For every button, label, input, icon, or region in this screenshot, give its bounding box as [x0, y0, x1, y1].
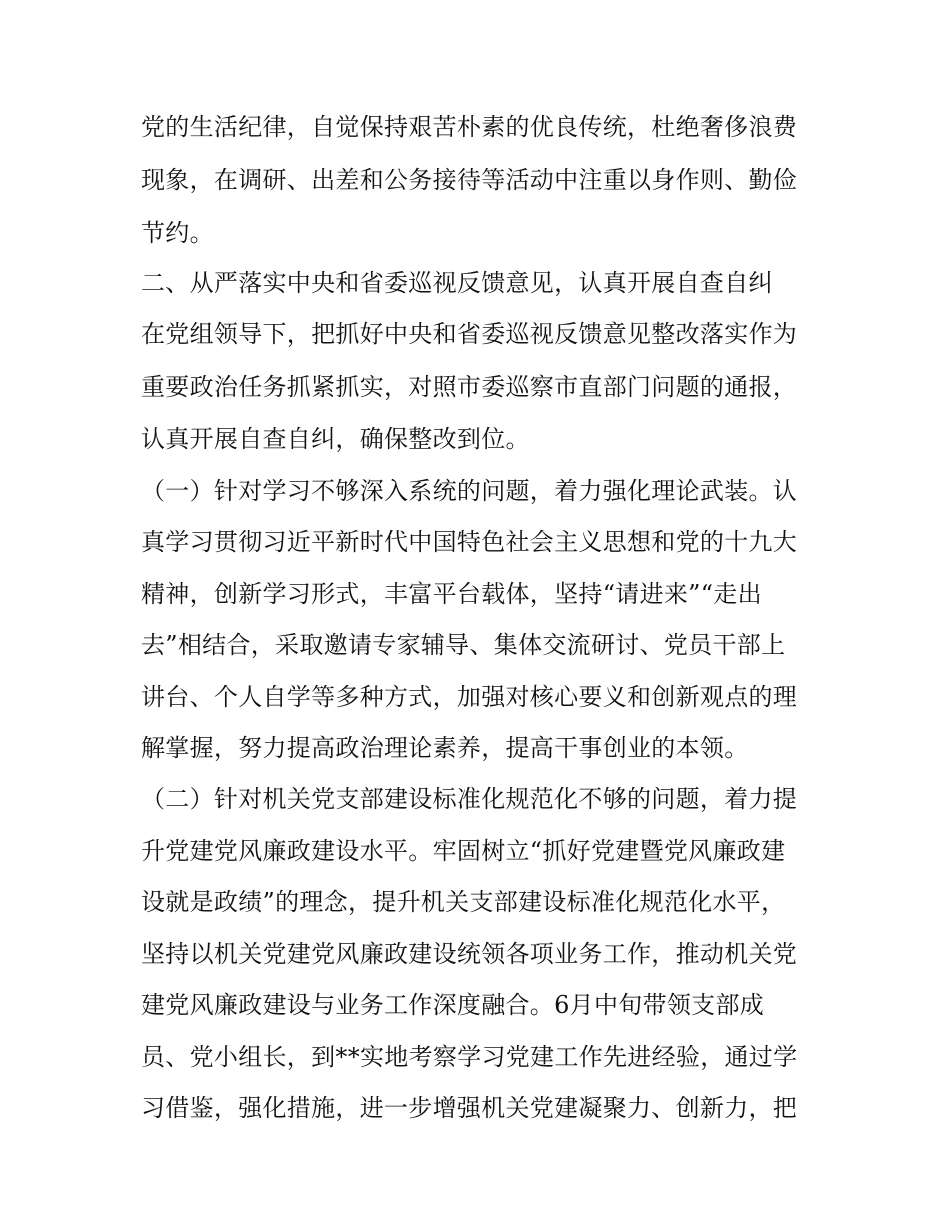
- text-line: （一）针对学习不够深入系统的问题，着力强化理论武装。认: [141, 477, 798, 505]
- text-line: 现象，在调研、出差和公务接待等活动中注重以身作则、勤俭: [141, 166, 798, 194]
- text-line: 习借鉴，强化措施，进一步增强机关党建凝聚力、创新力，把: [141, 1094, 798, 1122]
- section-heading: 二、从严落实中央和省委巡视反馈意见，认真开展自查自纠: [141, 269, 773, 297]
- text-line: 员、党小组长，到**实地考察学习党建工作先进经验，通过学: [141, 1043, 798, 1071]
- text-line: 建党风廉政建设与业务工作深度融合。6月中旬带领支部成: [141, 991, 765, 1019]
- text-line: 精神，创新学习形式，丰富平台载体，坚持“请进来”“走出: [141, 580, 762, 608]
- text-line: 解掌握，努力提高政治理论素养，提高干事创业的本领。: [141, 734, 749, 762]
- text-line: 升党建党风廉政建设水平。牢固树立“抓好党建暨党风廉政建: [141, 837, 786, 865]
- text-line: 在党组领导下，把抓好中央和省委巡视反馈意见整改落实作为: [141, 320, 798, 348]
- text-line: 重要政治任务抓紧抓实，对照市委巡察市直部门问题的通报，: [141, 373, 798, 401]
- text-line: 认真开展自查自纠，确保整改到位。: [141, 425, 530, 453]
- text-line: （二）针对机关党支部建设标准化规范化不够的问题，着力提: [141, 785, 798, 813]
- text-line: 设就是政绩”的理念，提升机关支部建设标准化规范化水平，: [141, 888, 786, 916]
- text-line: 讲台、个人自学等多种方式，加强对核心要义和创新观点的理: [141, 683, 798, 711]
- text-line: 党的生活纪律，自觉保持艰苦朴素的优良传统，杜绝奢侈浪费: [141, 113, 798, 141]
- text-line: 去”相结合，采取邀请专家辅导、集体交流研讨、党员干部上: [141, 631, 786, 659]
- text-line: 坚持以机关党建党风廉政建设统领各项业务工作，推动机关党: [141, 940, 798, 968]
- text-line: 节约。: [141, 219, 214, 247]
- text-line: 真学习贯彻习近平新时代中国特色社会主义思想和党的十九大: [141, 528, 798, 556]
